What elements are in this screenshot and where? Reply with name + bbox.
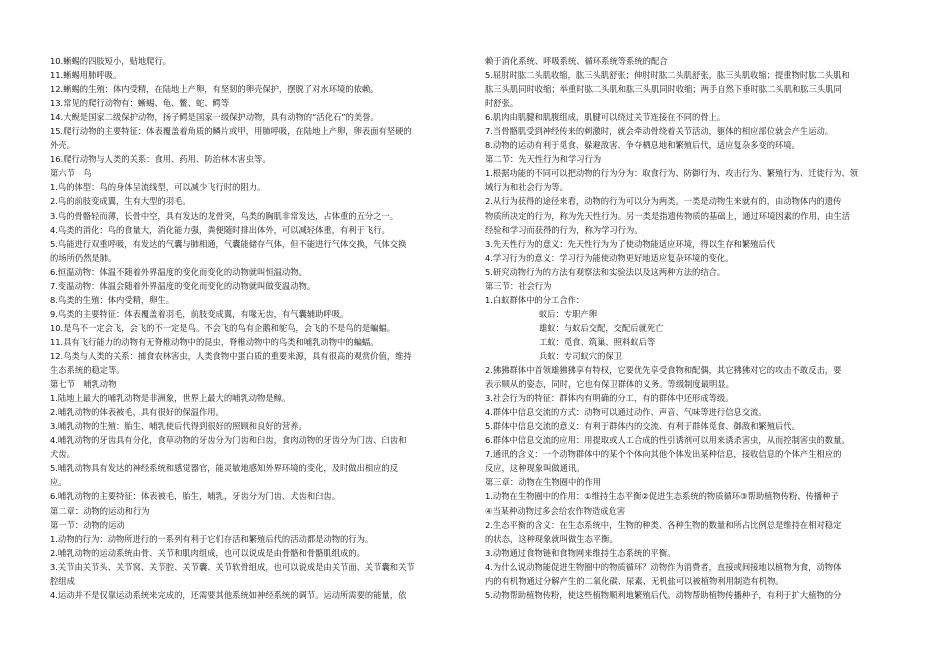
text-line: 赖于消化系统、呼吸系统、循环系统等系统的配合 bbox=[485, 56, 668, 66]
right-column bbox=[485, 54, 903, 602]
text-line: 域行为和社会行为等。 bbox=[485, 182, 568, 193]
text-line: 8.鸟类的生殖：体内受精，卵生。 bbox=[50, 294, 175, 305]
text-line: 3.动物通过食物链和食物网来维持生态系统的平衡。 bbox=[485, 547, 676, 558]
text-line: 2.哺乳动物的体表被毛，具有很好的保温作用。 bbox=[50, 407, 224, 418]
text-line: 7.通讯的含义：一个动物群体中的某个个体向其他个体发出某种信息，接收信息的个体产生相应的 bbox=[485, 449, 842, 460]
list-item: 工蚁：觅食、筑巢、照料蚁后等 bbox=[539, 336, 656, 347]
text-line: 外壳。 bbox=[50, 140, 75, 151]
text-line: 7.当骨骼肌受到神经传来的刺激时，就会牵动骨绕着关节活动，躯体的相应部位就会产生运动。 bbox=[485, 126, 834, 137]
text-line: 5.哺乳动物具有发达的神经系统和感觉器官，能灵敏地感知外界环境的变化，及时做出相应的反 bbox=[50, 463, 399, 474]
text-line: 第二节：先天性行为和学习行为 bbox=[485, 154, 602, 165]
text-line: 2.哺乳动物的运动系统由骨、关节和肌肉组成，也可以说成是由骨骼和骨骼肌组成的。 bbox=[50, 547, 365, 558]
text-line: 2.狒狒群体中首领雄狒狒享有特权，它要优先享受食物和配偶，其它狒狒对它的攻击不敢反击，要 bbox=[485, 365, 842, 376]
text-line: 经验和学习而获得的行为，称为学习行为。 bbox=[485, 224, 643, 235]
text-line: 第三章：动物在生物圈中的作用 bbox=[485, 477, 602, 488]
text-line: 6.哺乳动物的主要特征：体表被毛，胎生，哺乳，牙齿分为门齿、犬齿和臼齿。 bbox=[50, 491, 341, 502]
text-line: 4.运动并不是仅靠运动系统来完成的，还需要其他系统如神经系统的调节。运动所需要的能量，依 bbox=[50, 589, 407, 600]
text-line: 时舒张。 bbox=[485, 98, 519, 109]
text-line: 4.鸟类的消化：鸟的食量大，消化能力强，粪便随时排出体外，可以减轻体重，有利于飞行。 bbox=[50, 224, 390, 235]
text-line: 第一节：动物的运动 bbox=[50, 519, 125, 530]
text-line: 11.蜥蜴用肺呼吸。 bbox=[50, 70, 122, 81]
text-line: 5.鸟能进行双重呼吸，有发达的气囊与肺相通，气囊能储存气体，但不能进行气体交换，气体交换 bbox=[50, 238, 407, 249]
text-line: 9.鸟类的主要特征：体表覆盖着羽毛，前肢变成翼，有喙无齿，有气囊辅助呼吸。 bbox=[50, 308, 349, 319]
text-line: 第二章：动物的运动和行为 bbox=[50, 505, 150, 516]
list-item: 蚁后：专职产卵 bbox=[539, 308, 598, 319]
text-line: 10.是鸟不一定会飞，会飞的不一定是鸟。不会飞的鸟有企鹅和鸵鸟，会飞的不是鸟的是蝙蝠。 bbox=[50, 322, 396, 333]
left-column bbox=[50, 54, 460, 602]
list-item: 兵蚁：专司蚁穴的保卫 bbox=[539, 350, 622, 361]
text-line: 6.肌肉由肌腱和肌腹组成，肌腱可以绕过关节连接在不同的骨上。 bbox=[485, 112, 726, 123]
text-line: 表示顺从的姿态，同时，它也有保卫群体的义务。等级制度最明显。 bbox=[485, 379, 734, 390]
list-item: 雄蚁：与蚁后交配，交配后就死亡 bbox=[539, 322, 664, 333]
text-line: 11.具有飞行能力的动物有无脊椎动物中的昆虫，脊椎动物中的鸟类和哺乳动物中的蝙蝠。 bbox=[50, 336, 379, 347]
text-line: 1.根据功能的不同可以把动物的行为分为：取食行为、防御行为、攻击行为、繁殖行为、迁徙行为、领 bbox=[485, 168, 858, 179]
text-line: 1.陆地上最大的哺乳动物是非洲象，世界上最大的哺乳动物是鲸。 bbox=[50, 393, 291, 404]
text-line: 肱三头肌同时收缩；举重时肱二头肌和肱三头肌同时收缩；两手自然下垂时肱二头肌和肱三头肌同 bbox=[485, 84, 842, 95]
text-line: 16.爬行动物与人类的关系：食用、药用、防治林木害虫等。 bbox=[50, 154, 271, 165]
text-line: 4.哺乳动物的牙齿具有分化，食草动物的牙齿分为门齿和臼齿，食肉动物的牙齿分为门齿、臼齿和 bbox=[50, 435, 407, 446]
text-line: 物质所决定的行为，称为先天性行为。另一类是指遗传物质的基础上，通过环境因素的作用，由生活 bbox=[485, 210, 851, 221]
text-line: 10.蜥蜴的四肢短小，贴地爬行。 bbox=[50, 56, 172, 66]
text-line: 犬齿。 bbox=[50, 449, 75, 460]
text-line: 第三节：社会行为 bbox=[485, 280, 552, 291]
text-line: 应。 bbox=[50, 477, 67, 488]
text-line: 7.变温动物：体温会随着外界温度的变化而变化的动物就叫做变温动物。 bbox=[50, 280, 316, 291]
text-line: 15.爬行动物的主要特征：体表覆盖着角质的鳞片或甲，用肺呼吸，在陆地上产卵，卵表面有坚硬的 bbox=[50, 126, 412, 137]
text-line: 5.群体中信息交流的意义：有利于群体内的交流、有利于群体觅食、御敌和繁殖后代。 bbox=[485, 421, 800, 432]
text-line: ④当某种动物过多会给农作物造成危害 bbox=[485, 505, 626, 516]
text-line: 2.鸟的前肢变成翼，生有大型的羽毛。 bbox=[50, 196, 191, 207]
text-line: 5.动物帮助植物传粉，使这些植物顺利地繁殖后代。动物帮助植物传播种子，有利于扩大植物的分 bbox=[485, 589, 842, 600]
text-line: 的场所仍然是肺。 bbox=[50, 252, 117, 263]
text-line: 内的有机物通过分解产生的二氧化碳、尿素、无机盐可以被植物利用制造有机物。 bbox=[485, 575, 784, 586]
text-line: 3.哺乳动物的生殖：胎生、哺乳使后代得到很好的照顾和良好的营养。 bbox=[50, 421, 307, 432]
text-line: 1.动物的行为：动物所进行的一系列有利于它们存活和繁殖后代的活动都是动物的行为。 bbox=[50, 533, 374, 544]
text-line: 反应，这种现象叫做通讯。 bbox=[485, 463, 585, 474]
text-line: 13.常见的爬行动物有：蜥蜴、龟、鳖、蛇、鳄等 bbox=[50, 98, 230, 109]
text-line: 2.生态平衡的含义：在生态系统中，生物的种类、各种生物的数量和所占比例总是维持在相对稳定 bbox=[485, 519, 842, 530]
text-line: 3.关节由关节头、关节窝、关节腔、关节囊、关节软骨组成，也可以说成是由关节面、关节囊和关节 bbox=[50, 561, 415, 572]
text-line: 3.先天性行为的意义：先天性行为为了使动物能适应环境，得以生存和繁殖后代 bbox=[485, 238, 776, 249]
text-line: 生态系统的稳定等。 bbox=[50, 365, 125, 376]
text-line: 4.为什么说动物能促进生物圈中的物质循环？动物作为消费者，直接或间接地以植物为食，动物体 bbox=[485, 561, 842, 572]
text-line: 第六节 鸟 bbox=[50, 168, 92, 179]
text-line: 5.研究动物行为的方法有观察法和实验法以及这两种方法的结合。 bbox=[485, 266, 726, 277]
text-line: 第七节 哺乳动物 bbox=[50, 379, 117, 390]
text-line: 3.社会行为的特征：群体内有明确的分工，有的群体中还形成等级。 bbox=[485, 393, 734, 404]
text-line: 1.动物在生物圈中的作用：①维持生态平衡②促进生态系统的物质循环③帮助植物传粉、传播种子 bbox=[485, 491, 839, 502]
text-line: 1.白蚁群体中的分工合作： bbox=[485, 294, 585, 305]
text-line: 2.从行为获得的途径来看，动物的行为可以分为两类。一类是动物生来就有的，由动物体内的遗传 bbox=[485, 196, 842, 207]
text-line: 12.蜥蜴的生殖：体内受精，在陆地上产卵，有坚韧的卵壳保护，摆脱了对水环境的依赖。 bbox=[50, 84, 379, 95]
text-line: 5.屈肘时肱二头肌收缩，肱三头肌舒张；伸肘时肱二头肌舒张，肱三头肌收缩；提重物时肱二头肌和 bbox=[485, 70, 850, 81]
text-line: 4.群体中信息交流的方式：动物可以通过动作、声音、气味等进行信息交流。 bbox=[485, 407, 767, 418]
text-line: 6.恒温动物：体温不随着外界温度的变化而变化的动物就叫恒温动物。 bbox=[50, 266, 307, 277]
text-line: 14.大鲵是国家二级保护动物，扬子鳄是国家一级保护动物，具有动物的“活化石”的美誉。 bbox=[50, 112, 379, 123]
text-line: 8.动物的运动有利于觅食、躲避敌害、争夺栖息地和繁殖后代，适应复杂多变的环境。 bbox=[485, 140, 800, 151]
text-line: 1.鸟的体型：鸟的身体呈流线型，可以减少飞行时的阻力。 bbox=[50, 182, 266, 193]
text-line: 的状态，这种现象就叫做生态平衡。 bbox=[485, 533, 618, 544]
text-line: 腔组成 bbox=[50, 575, 75, 586]
text-line: 3.鸟的骨骼轻而薄，长骨中空，具有发达的龙骨突，鸟类的胸肌非常发达，占体重的五分之一。 bbox=[50, 210, 399, 221]
text-line: 4.学习行为的意义：学习行为能使动物更好地适应复杂环境的变化。 bbox=[485, 252, 734, 263]
text-line: 6.群体中信息交流的应用：用提取或人工合成的性引诱剂可以用来诱杀害虫，从而控制害虫的数量。 bbox=[485, 435, 850, 446]
text-line: 12.鸟类与人类的关系：捕食农林害虫，人类食物中蛋白质的重要来源，具有很高的观赏价值，维持 bbox=[50, 350, 412, 361]
